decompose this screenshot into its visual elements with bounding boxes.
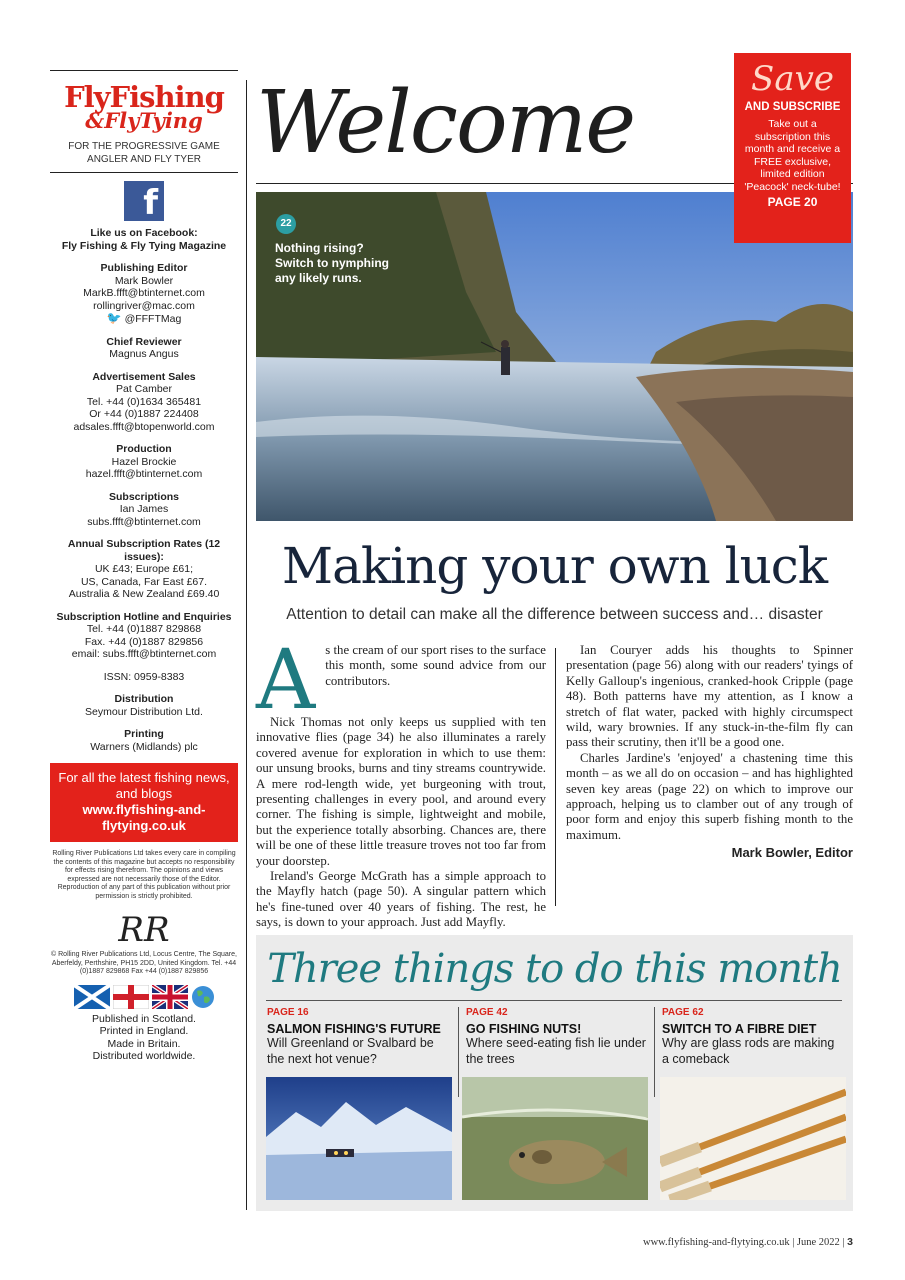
article-standfirst: Attention to detail can make all the difference between success and… disaster xyxy=(286,606,823,623)
england-flag-icon xyxy=(113,985,149,1009)
subscribe-page-ref: PAGE 20 xyxy=(767,195,818,209)
facebook-page-name[interactable]: Fly Fishing & Fly Tying Magazine xyxy=(61,239,227,252)
subscriptions-name: Ian James xyxy=(119,503,169,515)
subscriptions-title: Subscriptions xyxy=(108,490,179,503)
rates-line: Australia & New Zealand £69.40 xyxy=(68,588,220,600)
hotline-tel: Tel. +44 (0)1887 829868 xyxy=(86,623,202,635)
article-headline: Making your own luck xyxy=(281,537,828,595)
editor-name: Mark Bowler xyxy=(114,274,174,287)
subscribe-label: AND SUBSCRIBE xyxy=(744,101,841,113)
reviewer-title: Chief Reviewer xyxy=(106,335,182,348)
globe-icon xyxy=(191,985,215,1009)
three-things-rule xyxy=(266,1000,842,1001)
website-promo-box[interactable] xyxy=(50,763,238,842)
welcome-heading: Welcome xyxy=(256,73,635,173)
editor-signature: Mark Bowler, Editor xyxy=(731,845,853,861)
item-title: SWITCH TO A FIBRE DIET xyxy=(662,1022,817,1036)
twitter-handle-text: @FFFTMag xyxy=(124,313,182,325)
subscribe-offer: Take out a subscription this month and receive a FREE exclusive, limited edition 'Peacock' neck-tube! xyxy=(744,118,841,193)
hotline-fax: Fax. +44 (0)1887 829856 xyxy=(84,635,204,648)
paragraph: Charles Jardine's 'enjoyed' a chastening time this month – as we all do on occasion – and has highlighted seven key areas (page 22) on which to improve our approach, helping us to clamber out of any trough of poor form and enjoy this superb fishing month to the maximum. xyxy=(566,750,853,842)
disclaimer: Rolling River Publications Ltd takes every care in compiling the contents of this magazine but accepts no responsibility for effects rising therefrom. The opinions and views expressed are not necessarily those of the Editor. Reproduction of any part of this publication without prior permission is strictly prohibited. xyxy=(52,850,236,900)
copyright: © Rolling River Publications Ltd, Locus Centre, The Square, Aberfeldy, Perthshire, PH15 2DD, United Kingdom. Tel. +44 (0)1887 829868 Fax +44 (0)1887 829856 xyxy=(51,951,237,975)
editor-title: Publishing Editor xyxy=(100,262,188,274)
rates-line: US, Canada, Far East £67. xyxy=(80,575,208,588)
paragraph: Nick Thomas not only keeps us supplied with ten innovative flies (page 34) he also illuminates a rarely covered avenue for exploration in which to use them: our unsung brooks, burns and tiny streams countrywide. A mere rod-length wide, yet burgeoning with trout, presenting challenges in every pool, and around every corner. The fishing is simple, lightweight and mobile, but the experience totally absorbing. Chances are, there will be one of these little treasure troves not too far from your doorstep. xyxy=(256,715,546,868)
sidebar-top-rule xyxy=(50,70,238,71)
promo-text: For all the latest fishing news, and blogs xyxy=(58,770,230,801)
production-name: Hazel Brockie xyxy=(111,455,177,468)
article-column-2 xyxy=(566,643,853,861)
hotline-email[interactable]: email: subs.ffft@btinternet.com xyxy=(71,648,217,660)
item-subtitle: Will Greenland or Svalbard be the next hot venue? xyxy=(267,1036,434,1066)
paragraph: Ireland's George McGrath has a simple approach to the Mayfly hatch (page 50). A singular pattern which he's fine-tuned over 40 years of fishing. The rest, he says, is down to your approach. Just add Mayfly. xyxy=(256,869,546,930)
printing-name: Warners (Midlands) plc xyxy=(90,740,198,753)
production-title: Production xyxy=(116,443,172,455)
flags-row xyxy=(50,985,238,1009)
magazine-logo: FlyFishing xyxy=(64,80,224,114)
photo-caption: Nothing rising? Switch to nymphing any likely runs. xyxy=(275,241,389,285)
footer-url-date: www.flyfishing-and-flytying.co.uk | June 2022 | xyxy=(642,1237,845,1248)
ads-title: Advertisement Sales xyxy=(92,370,196,383)
rolling-river-logo: RR xyxy=(118,910,170,950)
glass-rods-photo xyxy=(660,1077,846,1200)
item-separator xyxy=(654,1007,655,1097)
ads-tel-alt: Or +44 (0)1887 224408 xyxy=(89,408,199,420)
printing-title: Printing xyxy=(124,728,164,740)
svalbard-photo xyxy=(266,1077,452,1200)
published-line: Published in Scotland. xyxy=(92,1012,196,1025)
issn: ISSN: 0959-8383 xyxy=(103,670,185,683)
promo-url[interactable]: www.flyfishing-and-flytying.co.uk xyxy=(82,802,206,833)
three-things-item[interactable] xyxy=(267,1007,448,1067)
scotland-flag-icon xyxy=(74,985,110,1009)
editor-email-alt[interactable]: rollingriver@mac.com xyxy=(93,299,195,312)
paragraph: Ian Couryer adds his thoughts to Spinner presentation (page 56) along with our readers' tyings of Kelly Galloup's ingenious, cranked-hook Cripple (page 48). Both patterns have my attention, as I know a stretch of flat water, packed with highly circumspect wild, wary brownies. If any stuck-in-the-film fly can pass their scrutiny, then it'll be a good one. xyxy=(566,643,853,750)
production-email[interactable]: hazel.ffft@btinternet.com xyxy=(85,468,203,480)
published-line: Distributed worldwide. xyxy=(92,1050,196,1062)
drop-cap: A xyxy=(256,633,316,728)
magazine-logo-sub: &FlyTying xyxy=(85,108,203,133)
item-page: PAGE 42 xyxy=(466,1007,508,1018)
ads-name: Pat Camber xyxy=(115,383,173,395)
distribution-name: Seymour Distribution Ltd. xyxy=(85,705,203,718)
item-separator xyxy=(458,1007,459,1097)
facebook-icon[interactable]: f xyxy=(124,181,164,221)
three-things-title: Three things to do this month xyxy=(267,946,842,992)
distribution-title: Distribution xyxy=(114,693,174,705)
tagline: FOR THE PROGRESSIVE GAME ANGLER AND FLY TYER xyxy=(68,141,220,165)
item-title: SALMON FISHING'S FUTURE xyxy=(267,1022,441,1036)
editor-email[interactable]: MarkB.ffft@btinternet.com xyxy=(83,287,205,299)
photo-page-badge: 22 xyxy=(276,214,296,234)
paragraph: s the cream of our sport rises to the surface this month, some sound advice from our contributors. xyxy=(325,643,546,688)
divider xyxy=(50,172,238,173)
uk-flag-icon xyxy=(152,985,188,1009)
item-page: PAGE 62 xyxy=(662,1007,704,1018)
published-line: Made in Britain. xyxy=(107,1037,181,1050)
item-title: GO FISHING NUTS! xyxy=(466,1022,582,1036)
ads-tel: Tel. +44 (0)1634 365481 xyxy=(86,395,202,408)
three-things-item[interactable] xyxy=(466,1007,647,1067)
article-column-1 xyxy=(256,633,546,931)
hotline-title: Subscription Hotline and Enquiries xyxy=(56,610,232,623)
subscribe-badge[interactable] xyxy=(734,53,851,243)
rates-line: UK £43; Europe £61; xyxy=(94,563,194,575)
page-footer xyxy=(560,1236,853,1248)
rates-title: Annual Subscription Rates (12 issues): xyxy=(67,538,221,563)
masthead-sidebar xyxy=(50,72,238,1063)
page-number: 3 xyxy=(847,1236,853,1248)
item-subtitle: Where seed-eating fish lie under the trees xyxy=(466,1036,646,1066)
reviewer-name: Magnus Angus xyxy=(109,348,179,360)
facebook-label: Like us on Facebook: xyxy=(90,227,198,239)
sidebar-divider xyxy=(246,80,247,1210)
ads-email[interactable]: adsales.ffft@btopenworld.com xyxy=(73,420,215,433)
three-things-item[interactable] xyxy=(662,1007,843,1067)
twitter-handle[interactable] xyxy=(50,312,238,326)
item-page: PAGE 16 xyxy=(267,1007,309,1018)
item-subtitle: Why are glass rods are making a comeback xyxy=(662,1036,835,1066)
fish-photo xyxy=(462,1077,648,1200)
published-line: Printed in England. xyxy=(99,1025,189,1037)
twitter-icon: 🐦 xyxy=(106,311,122,325)
column-divider xyxy=(555,648,556,906)
subscriptions-email[interactable]: subs.ffft@btinternet.com xyxy=(87,515,201,528)
save-heading: Save xyxy=(751,59,834,99)
